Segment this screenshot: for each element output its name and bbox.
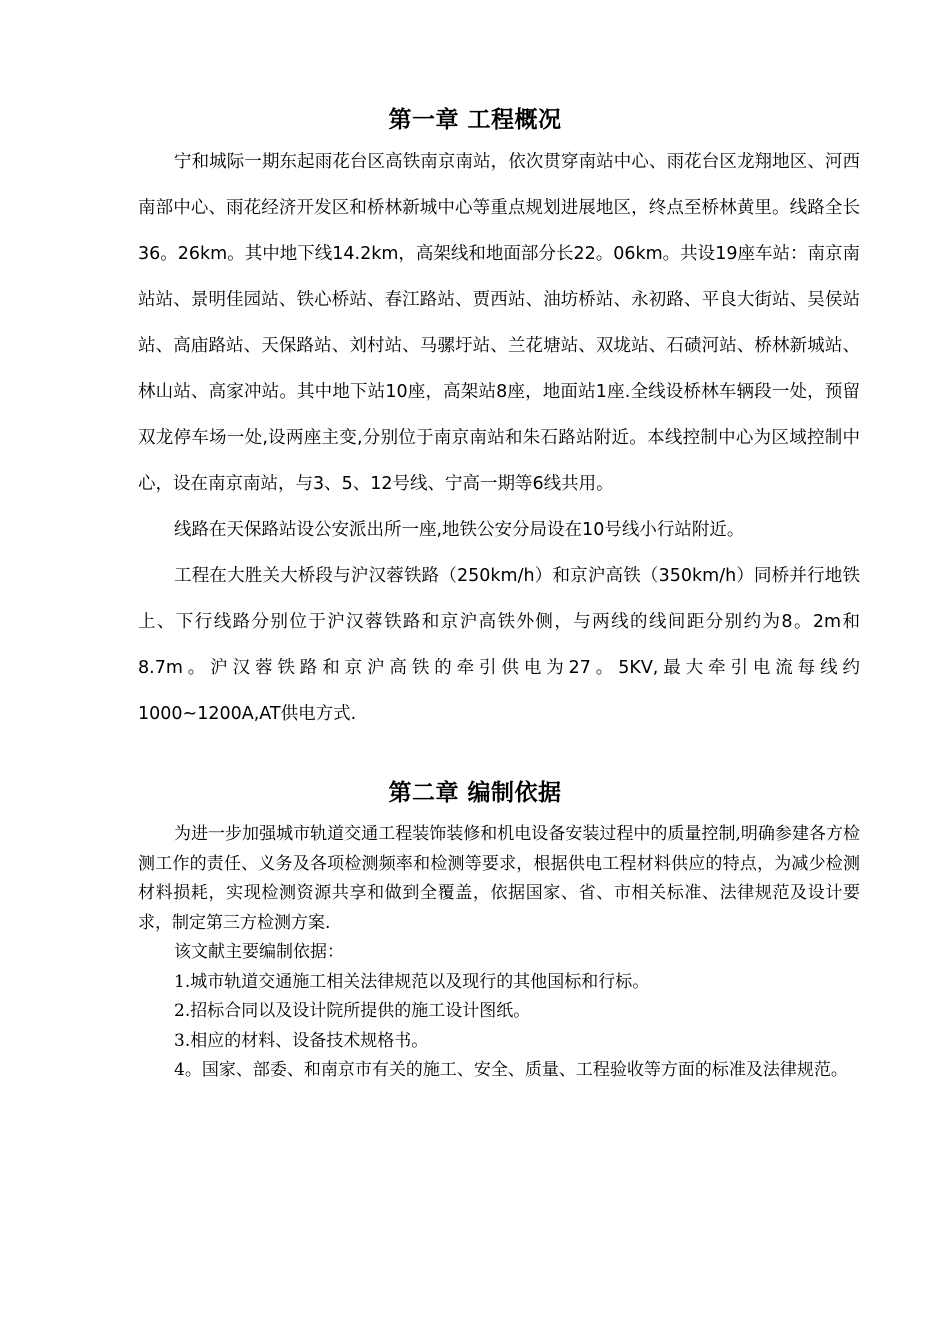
chapter-2-list-item-1: 1.城市轨道交通施工相关法律规范以及现行的其他国标和行标。 — [174, 971, 650, 992]
chapter-1-paragraph-police: 线路在天保路站设公安派出所一座,地铁公安分局设在10号线小行站附近。 — [174, 520, 745, 540]
chapter-1-body — [138, 139, 860, 737]
chapter-1-paragraph-bridge: 工程在大胜关大桥段与沪汉蓉铁路（250km/h）和京沪高铁（350km/h）同桥并行地铁上、下行线路分别位于沪汉蓉铁路和京沪高铁外侧，与两线的线间距分别约为8。2m和8.7m。沪汉蓉铁路和京沪高铁的牵引供电为27。5KV,最大牵引电流每线约1000~1200A,AT供电方式. — [138, 566, 860, 724]
chapter-1-paragraph-overview: 宁和城际一期东起雨花台区高铁南京南站，依次贯穿南站中心、雨花台区龙翔地区、河西南部中心、雨花经济开发区和桥林新城中心等重点规划进展地区，终点至桥林黄里。线路全长36。26km。其中地下线14.2km，高架线和地面部分长22。06km。共设19座车站：南京南站站、景明佳园站、铁心桥站、春江路站、贾西站、油坊桥站、永初路、平良大街站、吴侯站站、高庙路站、天保路站、刘村站、马骡圩站、兰花塘站、双垅站、石碛河站、桥林新城站、林山站、高家冲站。其中地下站10座，高架站8座，地面站1座.全线设桥林车辆段一处，预留双龙停车场一处,设两座主变,分别位于南京南站和朱石路站附近。本线控制中心为区域控制中心，设在南京南站，与3、5、12号线、宁高一期等6线共用。 — [138, 152, 860, 494]
chapter-2-list-item-3: 3.相应的材料、设备技术规格书。 — [174, 1030, 429, 1051]
chapter-2-list-item-2: 2.招标合同以及设计院所提供的施工设计图纸。 — [174, 1001, 531, 1021]
chapter-2-paragraph-purpose: 为进一步加强城市轨道交通工程装饰装修和机电设备安装过程中的质量控制,明确参建各方检测工作的责任、义务及各项检测频率和检测等要求，根据供电工程材料供应的特点，为减少检测材料损耗，实现检测资源共享和做到全覆盖，依据国家、省、市相关标准、法律规范及设计要求，制定第三方检测方案. — [138, 824, 860, 933]
chapter-2-title: 第二章 编制依据 — [388, 780, 562, 806]
chapter-1-title: 第一章 工程概况 — [388, 107, 562, 133]
chapter-2-body — [138, 820, 860, 1086]
chapter-2-list-item-4: 4。国家、部委、和南京市有关的施工、安全、质量、工程验收等方面的标准及法律规范。 — [174, 1060, 848, 1080]
chapter-2-paragraph-basis-intro: 该文献主要编制依据： — [174, 942, 344, 962]
